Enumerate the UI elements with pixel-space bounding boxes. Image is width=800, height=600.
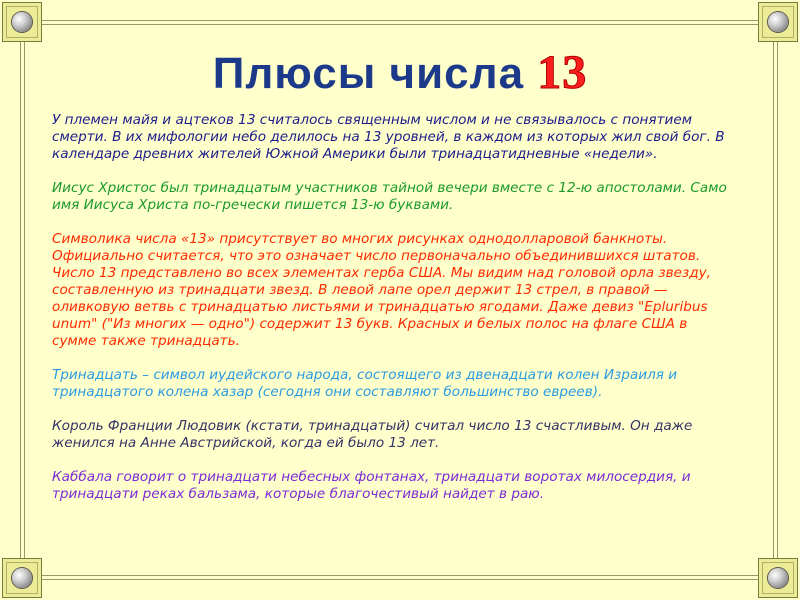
slide-body (52, 112, 732, 520)
paragraph-kabbalah: Каббала говорит о тринадцати небесных фонтанах, тринадцати воротах милосердия, и тринадцати реках бальзама, которые благочестивый найдет в раю. (52, 469, 691, 502)
title-number: 13 (537, 46, 588, 99)
corner-ornament-top-left (2, 2, 42, 42)
circle-icon (768, 568, 788, 588)
slide-title (0, 45, 800, 100)
corner-ornament-top-right (758, 2, 798, 42)
paragraph-maya-aztecs: У племен майя и ацтеков 13 считалось священным числом и не связывалось с понятием смерти. В их мифологии небо делилось на 13 уровней, в каждом из которых жил свой бог. В календаре древних жителей Южной Америки были тринадцатидневные «недели». (52, 112, 725, 162)
paragraph-last-supper: Иисус Христос был тринадцатым участников тайной вечери вместе с 12-ю апостолами. Само имя Иисуса Христа по-гречески пишется 13-ю буквами. (52, 180, 727, 213)
paragraph-dollar-bill: Символика числа «13» присутствует во многих рисунках однодолларовой банкноты. Официально считается, что это означает число первоначально объединившихся штатов. Число 13 представлено во всех элементах герба США. Мы видим над головой орла звезду, составленную из тринадцати звезд. В левой лапе орел держит 13 стрел, в правой — оливковую ветвь с тринадцатью листьями и тринадцатью ягодами. Даже девиз "Epluribus unum" ("Из многих — одно") содержит 13 букв. Красных и белых полос на флаге США в сумме также тринадцать. (52, 231, 712, 349)
circle-icon (768, 12, 788, 32)
corner-ornament-bottom-left (2, 558, 42, 598)
corner-ornament-bottom-right (758, 558, 798, 598)
title-text: Плюсы числа (212, 49, 525, 98)
circle-icon (12, 12, 32, 32)
paragraph-jewish-people: Тринадцать – символ иудейского народа, состоящего из двенадцати колен Израиля и тринадцатого колена хазар (сегодня они составляют большинство евреев). (52, 367, 678, 400)
paragraph-louis-xiii: Король Франции Людовик (кстати, тринадцатый) считал число 13 счастливым. Он даже женился на Анне Австрийской, когда ей было 13 лет. (52, 418, 693, 451)
circle-icon (12, 568, 32, 588)
